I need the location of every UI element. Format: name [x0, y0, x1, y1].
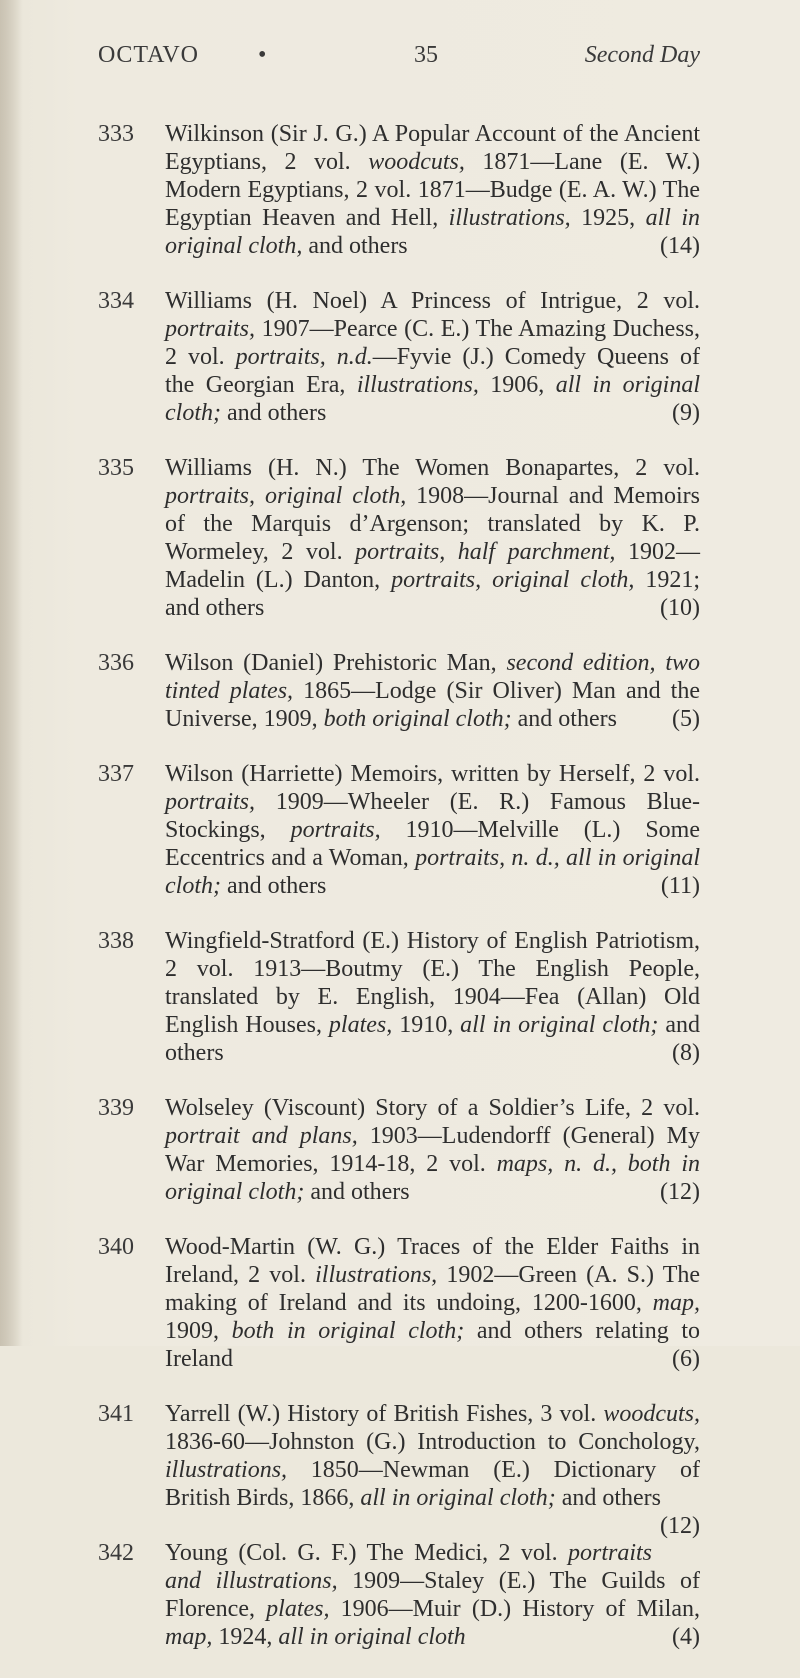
lot-description-text: 1924, [212, 1624, 279, 1650]
lot-quantity: (14) [660, 233, 700, 259]
lot-description-text: 1902—Green (A. S.) The making of Ireland and its undoing, 1200-1600, [165, 1262, 701, 1316]
lot-description-text: Wingfield-Stratford (E.) History of English Patriotism, 2 vol. 1913—Boutmy (E.) The English People, translated by E. English, 1904—Fea (Allan) Old English Houses, [165, 928, 700, 1038]
lot-description-italic: woodcuts, [603, 1401, 700, 1427]
lot-description-text: 1903—Ludendorff (General) My War Memories, 1914-18, 2 vol. [165, 1123, 700, 1177]
lot-description-italic: portraits, n. d., all in original cloth; [165, 845, 701, 899]
lot-description-text: 1921; and others [165, 567, 701, 621]
lot-entry [98, 287, 700, 427]
lot-description-italic: all in original cloth [278, 1624, 466, 1650]
lot-description [165, 927, 700, 1067]
lot-description-text: Wilson (Daniel) Prehistoric Man, [165, 650, 507, 676]
lot-number: 342 [98, 1540, 134, 1566]
lot-description-italic: all in original cloth; [360, 1485, 556, 1511]
lot-description-italic: portraits, half parchment, [355, 539, 616, 565]
lot-description [165, 120, 700, 260]
lot-description-text: 1906—Muir (D.) History of Milan, [329, 1596, 701, 1622]
lot-description-text: —Fyvie (J.) Comedy Queens of the Georgian Era, [165, 344, 700, 398]
page-gutter [0, 0, 22, 1346]
lot-number: 337 [98, 761, 134, 787]
lot-description-text: and others [511, 706, 617, 732]
lot-description-italic: both original cloth; [323, 706, 512, 732]
lot-quantity: (8) [672, 1040, 700, 1066]
lot-description-text: 1910—Melville (L.) Some Eccentrics and a Woman, [165, 817, 700, 871]
lot-entry [98, 927, 700, 1067]
lot-description-italic: plates, [266, 1596, 330, 1622]
lot-description-italic: portrait and plans, [165, 1123, 358, 1149]
lot-description-text: and others [220, 873, 327, 899]
lot-description-italic: illustrations, [165, 1457, 288, 1483]
lot-description-italic: all in original cloth; [460, 1012, 659, 1038]
lot-description-italic: map, [165, 1624, 213, 1650]
lot-entry [98, 1400, 700, 1539]
lot-entry [98, 1539, 700, 1651]
lot-entry [98, 1094, 700, 1206]
lot-quantity: (6) [672, 1346, 700, 1372]
lot-entry [98, 120, 700, 260]
lot-description-text: 1909, [165, 1318, 232, 1344]
lot-quantity: (12) [660, 1179, 700, 1205]
lot-description [165, 760, 700, 900]
lot-description-text: 1907—Pearce (C. E.) The Amazing Duchess, 2 vol. [165, 316, 700, 370]
lot-description-text: 1908—Journal and Memoirs of the Marquis d’Argenson; translated by K. P. Wormeley, 2 vol. [165, 483, 701, 565]
lot-number: 341 [98, 1401, 134, 1427]
lot-description-text: Wilkinson (Sir J. G.) A Popular Account of the Ancient Egyptians, 2 vol. [165, 121, 700, 175]
lot-quantity: (9) [672, 400, 700, 426]
lot-description [165, 1400, 700, 1539]
lot-description-text: and others [165, 1012, 701, 1066]
lot-description-italic: woodcuts, [368, 149, 465, 175]
lot-description-text: Williams (H. Noel) A Princess of Intrigue, 2 vol. [165, 288, 700, 314]
day-heading: Second Day [584, 42, 700, 68]
lot-description-italic: map, [652, 1290, 700, 1316]
lot-description-text: 1865—Lodge (Sir Oliver) Man and the Universe, 1909, [165, 678, 700, 732]
lot-number: 335 [98, 455, 134, 481]
lot-entry [98, 454, 700, 622]
lot-entry [98, 760, 700, 900]
lot-quantity: (4) [672, 1624, 700, 1650]
lot-description-text: and others relating to Ireland [165, 1318, 700, 1372]
header-bullet: • [258, 42, 267, 68]
lot-description-text: 1909—Staley (E.) The Guilds of Florence, [165, 1568, 700, 1622]
lot-description-italic: second edition, two tinted plates, [165, 650, 701, 704]
lot-description-text: Wolseley (Viscount) Story of a Soldier’s Life, 2 vol. [165, 1095, 700, 1121]
lot-description-text: 1836-60—Johnston (G.) Introduction to Conchology, [165, 1429, 700, 1455]
lot-description [165, 1233, 700, 1373]
lot-description-italic: all in original cloth; [165, 372, 700, 426]
lot-description-text: 1906, [478, 372, 556, 398]
lot-number: 336 [98, 650, 134, 676]
lot-description-italic: illustrations, [448, 205, 571, 231]
lot-description-italic: portraits, original cloth, [391, 567, 635, 593]
lot-description-italic: maps, n. d., both in original cloth; [165, 1151, 700, 1205]
lot-description-text: 1871—Lane (E. W.) Modern Egyptians, 2 vol. 1871—Budge (E. A. W.) The Egyptian Heaven and Hell, [165, 149, 701, 231]
lot-description [165, 1094, 700, 1206]
lot-description-italic: both in original cloth; [231, 1318, 465, 1344]
lot-description-text: Wood-Martin (W. G.) Traces of the Elder Faiths in Ireland, 2 vol. [165, 1234, 700, 1288]
lot-description-italic: portraits and illustrations, [165, 1540, 653, 1594]
lot-number: 339 [98, 1095, 134, 1121]
lot-description-italic: portraits, [290, 817, 381, 843]
lot-description-text: and others [220, 400, 327, 426]
lot-description-italic: portraits, [165, 789, 256, 815]
lot-quantity: (11) [660, 873, 700, 899]
lot-description-text: and others [302, 233, 408, 259]
lot-description-text: 1925, [570, 205, 646, 231]
lot-description [165, 454, 700, 622]
lot-description [165, 287, 700, 427]
lot-description-italic: portraits, original cloth, [165, 483, 407, 509]
lot-description-italic: all in original cloth, [165, 205, 700, 259]
lot-description-text: 1909—Wheeler (E. R.) Famous Blue-Stockings, [165, 789, 700, 843]
lot-description-italic: plates, [328, 1012, 393, 1038]
lot-quantity: (10) [660, 595, 700, 621]
lot-description-text: and others [304, 1179, 410, 1205]
lot-number: 334 [98, 288, 134, 314]
lot-description-italic: illustrations, [356, 372, 479, 398]
lot-entry [98, 649, 700, 733]
lot-number: 338 [98, 928, 134, 954]
lot-number: 340 [98, 1234, 134, 1260]
lot-description-italic: portraits, [165, 316, 256, 342]
lot-entry [98, 1233, 700, 1373]
lot-description-text: Wilson (Harriette) Memoirs, written by Herself, 2 vol. [165, 761, 700, 787]
page-number: 35 [414, 42, 438, 68]
lot-description-text: Williams (H. N.) The Women Bonapartes, 2 vol. [165, 455, 700, 481]
page-header [98, 42, 700, 82]
lot-quantity: (5) [672, 706, 700, 732]
lot-number: 333 [98, 121, 134, 147]
lot-description [165, 649, 700, 733]
lot-list [98, 120, 700, 1678]
lot-description-italic: illustrations, [315, 1262, 438, 1288]
lot-description-text: and others [555, 1485, 661, 1511]
lot-description-text: Young (Col. G. F.) The Medici, 2 vol. [165, 1540, 568, 1566]
lot-description-text: 1902—Madelin (L.) Danton, [165, 539, 700, 593]
lot-quantity: (12) [660, 1513, 700, 1539]
lot-description-text: 1850—Newman (E.) Dictionary of British Birds, 1866, [165, 1457, 700, 1511]
lot-description [165, 1539, 700, 1651]
lot-description-italic: portraits, n.d. [235, 344, 373, 370]
section-heading: OCTAVO [98, 42, 199, 68]
lot-description-text: Yarrell (W.) History of British Fishes, 3 vol. [165, 1401, 604, 1427]
lot-description-text: 1910, [392, 1012, 461, 1038]
